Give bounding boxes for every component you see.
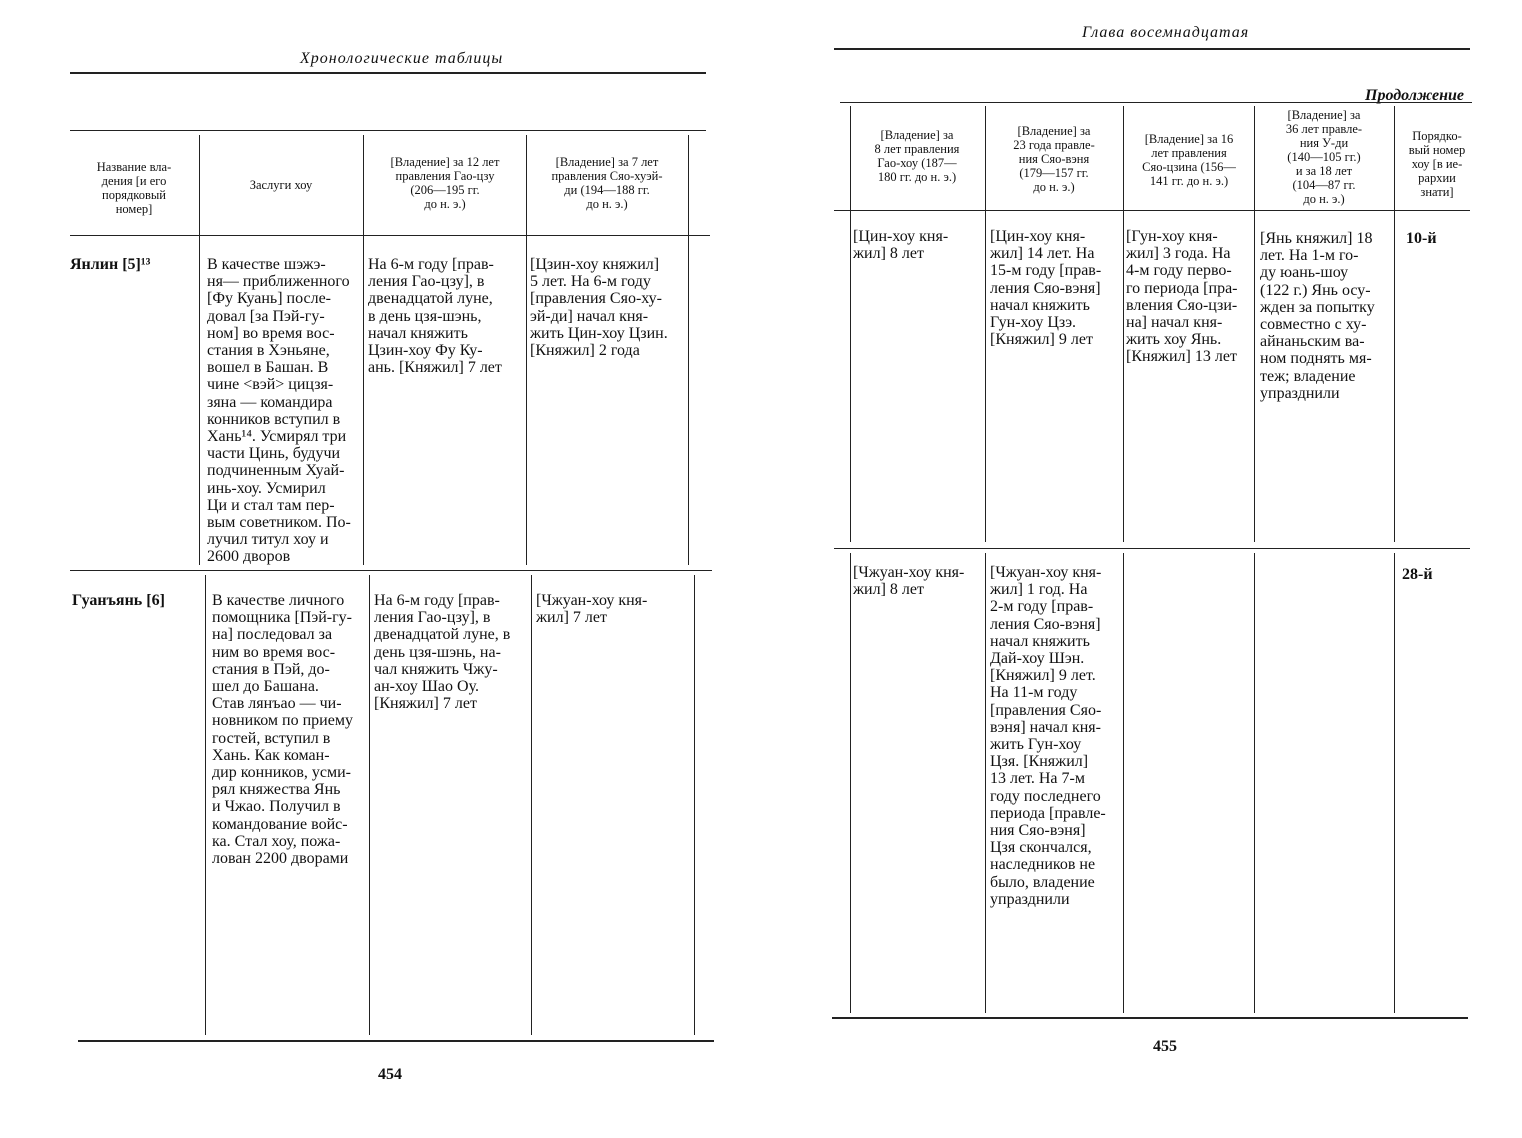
header-cell: [Владение] за 16 лет правления Сяо-цзина (156— 141 гг. до н. э.) (1142, 132, 1236, 188)
column-divider (363, 135, 364, 565)
header-cell: Название вла- дения [и его порядковый номер] (96, 160, 172, 216)
table-bottom-rule (78, 1040, 714, 1042)
row-divider (70, 570, 712, 571)
rank-cell: 10-й (1406, 230, 1437, 247)
header-cell: [Владение] за 36 лет правле- ния У-ди (140—105 гг.) и за 18 лет (104—87 гг. до н. э.) (1285, 108, 1363, 206)
gaohou-cell: [Цин-хоу кня- жил] 8 лет (853, 228, 949, 263)
page-number: 455 (1153, 1038, 1177, 1055)
table-bottom-rule (832, 1017, 1468, 1019)
column-divider (985, 553, 986, 1013)
header-rule (834, 48, 1470, 50)
column-divider (1394, 106, 1395, 542)
xiaojing-cell: [Гун-хоу кня- жил] 3 года. На 4-м году перво- го периода [пра- вления Сяо-цзи- на] начал кня- жить хоу Янь. [Княжил] 13 лет (1126, 228, 1238, 366)
left-page (0, 0, 740, 1138)
column-divider (531, 575, 532, 1035)
xiaohui-cell: [Цзин-хоу княжил] 5 лет. На 6-м году [правления Сяо-ху- эй-ди] начал кня- жить Цин-хоу Цзин. [Княжил] 2 года (530, 256, 668, 360)
column-divider (1394, 553, 1395, 1013)
column-divider (1254, 106, 1255, 542)
wudi-cell: [Янь княжил] 18 лет. На 1-м го- ду юань-шоу (122 г.) Янь осу- жден за попытку совместно с ху- айнаньским ва- ном поднять мя- теж; владение упразднили (1260, 230, 1375, 402)
column-divider (850, 106, 851, 542)
domain-name: Гуанъянь [6] (72, 592, 165, 609)
gaozu-cell: На 6-м году [прав- ления Гао-цзу], в двенадцатой луне, в день цзя-шэнь, на- чал княжить Чжу- ан-хоу Шао Оу. [Княжил] 7 лет (374, 592, 511, 713)
column-divider (1254, 553, 1255, 1013)
running-head: Глава восемнадцатая (1082, 24, 1250, 41)
right-page (760, 0, 1522, 1138)
table-top-rule (70, 130, 706, 131)
xiaowen-cell: [Цин-хоу кня- жил] 14 лет. На 15-м году [прав- ления Сяо-вэня] начал княжить Гун-хоу Цзэ. [Княжил] 9 лет (990, 228, 1102, 349)
header-cell: [Владение] за 7 лет правления Сяо-хуэй- ди (194—188 гг. до н. э.) (551, 155, 663, 211)
header-cell: [Владение] за 8 лет правления Гао-хоу (187— 180 гг. до н. э.) (874, 128, 960, 184)
column-divider (1123, 106, 1124, 542)
running-head: Хронологические таблицы (300, 50, 504, 67)
merits-cell: В качестве шэжэ- ня— приближенного [Фу Куань] после- довал [за Пэй-гу- ном] во время вос- стания в Хэньяне, вошел в Башан. В чине <вэй> цицзя- зяна — командира конников вступил в Хань¹⁴. Усмирял три части Цинь, будучи подчиненным Хуай- инь-хоу. Усмирил Ци и стал там пер- вым советником. По- лучил титул хоу и 2600 дворов (207, 256, 351, 566)
continuation-label: Продолжение (1365, 87, 1464, 104)
header-bottom-rule (70, 235, 710, 236)
header-cell: Заслуги хоу (249, 178, 313, 192)
header-cell: Порядко- вый номер хоу [в ие- рархии знати] (1408, 129, 1466, 199)
column-divider (688, 135, 689, 565)
table-top-rule (840, 102, 1472, 103)
row-divider (834, 548, 1470, 549)
domain-name: Янлин [5]¹³ (70, 256, 151, 273)
header-bottom-rule (834, 210, 1470, 211)
rank-cell: 28-й (1402, 566, 1433, 583)
gaohou-cell: [Чжуан-хоу кня- жил] 8 лет (853, 564, 965, 599)
merits-cell: В качестве личного помощника [Пэй-гу- на] последовал за ним во время вос- стания в Пэй, до- шел до Башана. Став лянъао — чи- новником по приему гостей, вступил в Хань. Как коман- дир конников, усми- рял княжества Янь и Чжао. Получил в командование войс- ка. Стал хоу, пожа- лован 2200 дворами (212, 592, 353, 868)
xiaowen-cell: [Чжуан-хоу кня- жил] 1 год. На 2-м году [прав- ления Сяо-вэня] начал княжить Дай-хоу Шэн. [Княжил] 9 лет. На 11-м году [правления Сяо- вэня] начал кня- жить Гун-хоу Цзя. [Княжил] 13 лет. На 7-м году последнего периода [правле- ния Сяо-вэня] Цзя скончался, наследников не было, владение упразднили (990, 564, 1106, 908)
column-divider (526, 135, 527, 565)
column-divider (850, 553, 851, 1013)
page-number: 454 (378, 1066, 402, 1083)
gaozu-cell: На 6-м году [прав- ления Гао-цзу], в двенадцатой луне, в день цзя-шэнь, начал княжить Цзин-хоу Фу Ку- ань. [Княжил] 7 лет (368, 256, 502, 377)
column-divider (694, 575, 695, 1035)
header-cell: [Владение] за 23 года правле- ния Сяо-вэня (179—157 гг. до н. э.) (1013, 124, 1095, 194)
column-divider (985, 106, 986, 542)
header-rule (70, 72, 706, 74)
column-divider (1123, 553, 1124, 1013)
column-divider (369, 575, 370, 1035)
xiaohui-cell: [Чжуан-хоу кня- жил] 7 лет (536, 592, 648, 627)
header-cell: [Владение] за 12 лет правления Гао-цзу (206—195 гг. до н. э.) (390, 155, 500, 211)
column-divider (205, 575, 206, 1035)
column-divider (199, 135, 200, 565)
